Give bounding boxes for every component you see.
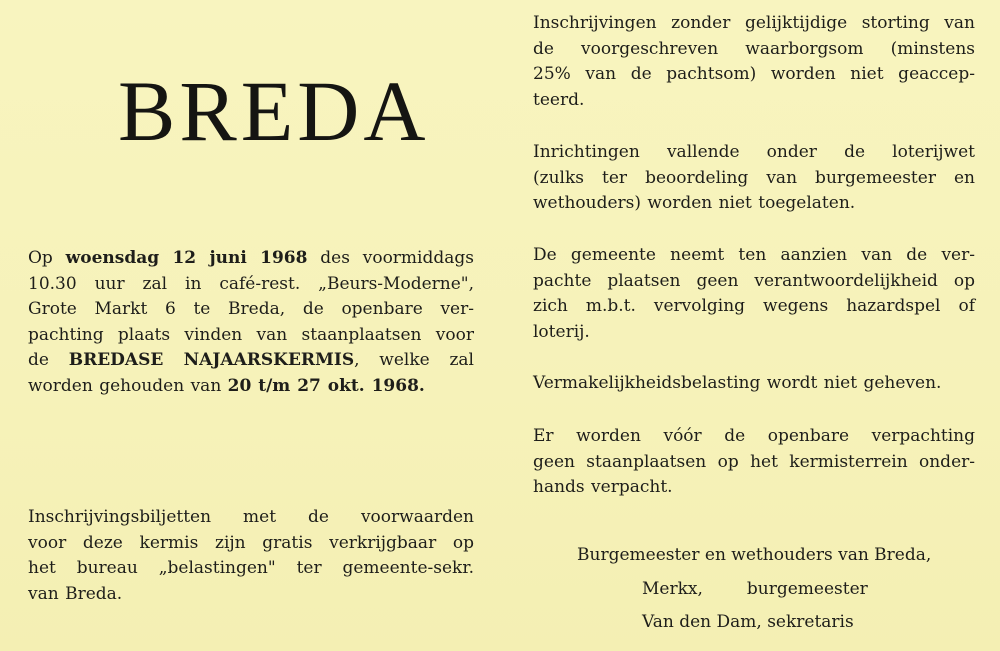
text-line: Vermakelijkheidsbelasting wordt niet geheven. <box>533 373 942 393</box>
date-text: woensdag 12 juni 1968 <box>65 248 308 268</box>
text-line: Grote Markt 6 te Breda, de openbare ver- <box>28 299 474 319</box>
text-line: (zulks ter beoordeling van burgemeester en <box>533 167 975 188</box>
text-line: hands verpacht. <box>533 477 673 497</box>
text-line: van Breda. <box>28 583 123 604</box>
text-line: worden gehouden van 20 t/m 27 okt. 1968. <box>28 375 425 396</box>
text-line: Inschrijvingsbiljetten met de voorwaarden <box>28 507 474 527</box>
text-line: wethouders) worden niet toegelaten. <box>533 193 856 213</box>
text-line: de BREDASE NAJAARSKERMIS, welke zal <box>28 350 474 370</box>
text-line: geen staanplaatsen op het kermisterrein onder- <box>533 451 975 472</box>
event-dates: 20 t/m 27 okt. 1968. <box>227 375 425 396</box>
lottery-paragraph <box>533 140 975 217</box>
text-line: pachting plaats vinden van staanplaatsen voor <box>28 324 474 345</box>
announcement-paragraph <box>28 246 474 399</box>
signature-authority: Burgemeester en wethouders van Breda, <box>577 545 932 565</box>
mayor-name: Merkx, <box>642 579 703 599</box>
liability-paragraph <box>533 243 975 345</box>
private-lease-paragraph <box>533 424 975 501</box>
text-line: voor deze kermis zijn gratis verkrijgbaar op <box>28 532 474 553</box>
event-name: BREDASE NAJAARSKERMIS <box>68 350 355 370</box>
text-line: Inrichtingen vallende onder de loterijwet <box>533 142 975 162</box>
text-line: de voorgeschreven waarborgsom (minstens <box>533 38 975 59</box>
mayor-role: burgemeester <box>746 579 868 599</box>
text-line: 25% van de pachtsom) worden niet geaccep- <box>533 64 975 84</box>
text-line: De gemeente neemt ten aanzien van de ver- <box>533 245 975 265</box>
tax-paragraph <box>533 371 975 397</box>
text-line: 10.30 uur zal in café-rest. „Beurs-Moderne", <box>28 273 474 294</box>
text-line: loterij. <box>533 321 590 342</box>
text-line: Inschrijvingen zonder gelijktijdige storting van <box>533 13 975 33</box>
text-line: Er worden vóór de openbare verpachting <box>533 426 975 446</box>
text-line: het bureau „belastingen" ter gemeente-sekr. <box>28 558 474 578</box>
text-line: zich m.b.t. vervolging wegens hazardspel of <box>533 296 975 316</box>
text-line: pachte plaatsen geen verantwoordelijkheid op <box>533 270 975 291</box>
text-line: teerd. <box>533 89 585 110</box>
registration-paragraph <box>28 505 474 607</box>
deposit-paragraph <box>533 11 975 113</box>
signature-mayor <box>642 575 868 603</box>
text-line: Op woensdag 12 juni 1968 des voormiddags <box>28 248 474 268</box>
signature-secretary: Van den Dam, sekretaris <box>642 612 854 632</box>
page-title: BREDA <box>118 63 430 159</box>
